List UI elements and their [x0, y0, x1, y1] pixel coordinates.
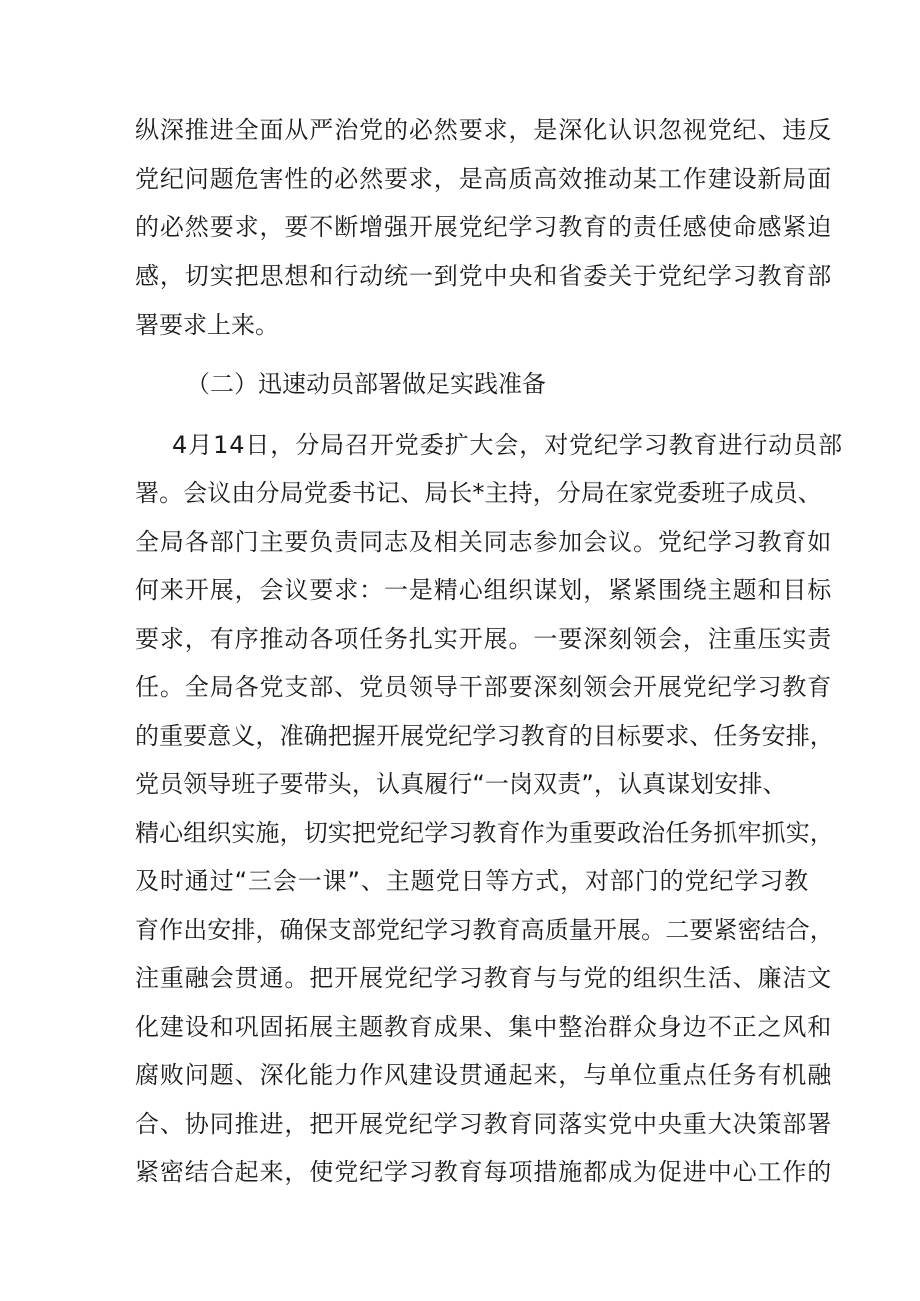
text-line: 的必然要求，要不断增强开展党纪学习教育的责任感使命感紧迫: [135, 213, 833, 241]
text-line: 合、协同推进，把开展党纪学习教育同落实党中央重大决策部署: [135, 1110, 833, 1138]
text-line: 感，切实把思想和行动统一到党中央和省委关于党纪学习教育部: [135, 262, 833, 290]
text-line: 腐败问题、深化能力作风建设贯通起来，与单位重点任务有机融: [135, 1061, 833, 1089]
text-line: 党纪问题危害性的必然要求，是高质高效推动某工作建设新局面: [135, 165, 833, 193]
text-line: 注重融会贯通。把开展党纪学习教育与与党的组织生活、廉洁文: [135, 964, 833, 992]
text-line: 署要求上来。: [135, 311, 279, 339]
text-line: 的重要意义，准确把握开展党纪学习教育的目标要求、任务安排，: [135, 722, 834, 750]
text-line: 化建设和巩固拓展主题教育成果、集中整治群众身边不正之风和: [135, 1013, 833, 1041]
text-line: 要求，有序推动各项任务扎实开展。一要深刻领会，注重压实责: [135, 625, 833, 653]
text-line: 育作出安排，确保支部党纪学习教育高质量开展。二要紧密结合，: [135, 916, 834, 944]
text-line: 紧密结合起来，使党纪学习教育每项措施都成为促进中心工作的: [135, 1158, 833, 1186]
text-line: 4月14日，分局召开党委扩大会，对党纪学习教育进行动员部: [172, 431, 844, 459]
section-heading: （二）迅速动员部署做足实践准备: [186, 370, 546, 398]
text-line: 党员领导班子要带头，认真履行“一岗双责”，认真谋划安排、: [135, 770, 787, 798]
text-line: 全局各部门主要负责同志及相关同志参加会议。党纪学习教育如: [135, 528, 833, 556]
text-line: 何来开展，会议要求：一是精心组织谋划，紧紧围绕主题和目标: [135, 576, 833, 604]
text-line: 精心组织实施，切实把党纪学习教育作为重要政治任务抓牢抓实，: [135, 819, 834, 847]
text-line: 纵深推进全面从严治党的必然要求，是深化认识忽视党纪、违反: [135, 116, 833, 144]
text-line: 署。会议由分局党委书记、局长*主持，分局在家党委班子成员、: [135, 479, 822, 507]
text-line: 及时通过“三会一课”、主题党日等方式，对部门的党纪学习教: [135, 867, 810, 895]
text-line: 任。全局各党支部、党员领导干部要深刻领会开展党纪学习教育: [135, 673, 833, 701]
